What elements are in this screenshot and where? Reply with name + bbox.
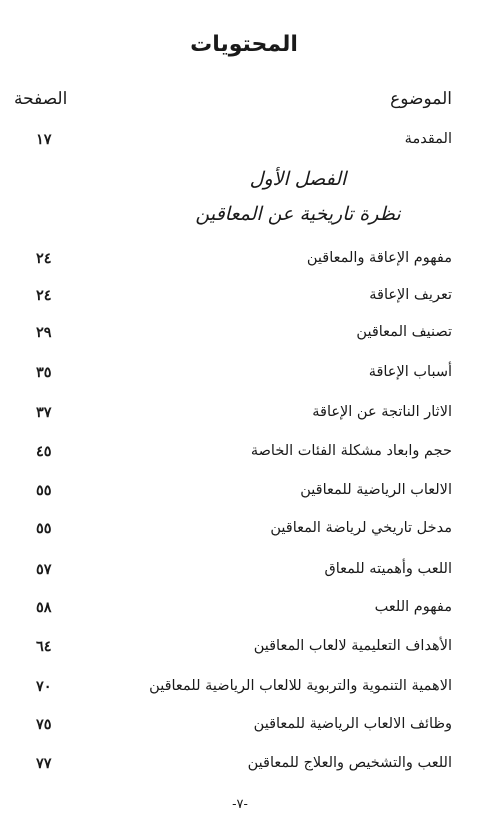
- entry-topic: الاثار الناتجة عن الإعاقة: [312, 404, 452, 420]
- toc-entry: [0, 678, 500, 704]
- page-title: المحتويات: [190, 32, 298, 57]
- page-number: -٧-: [232, 797, 248, 812]
- entry-page: ٧٧: [36, 755, 52, 772]
- entry-topic: أسباب الإعاقة: [368, 364, 452, 380]
- entry-page: ٥٧: [36, 561, 52, 578]
- entry-page: ٥٥: [36, 482, 52, 499]
- entry-topic: اللعب وأهميته للمعاق: [324, 561, 452, 577]
- toc-entry: [0, 250, 500, 276]
- entry-page: ٢٩: [36, 324, 52, 341]
- toc-entry: [0, 638, 500, 664]
- entry-page: ١٧: [36, 131, 52, 148]
- entry-topic: اللعب والتشخيص والعلاج للمعاقين: [247, 755, 452, 771]
- toc-entry: [0, 561, 500, 587]
- entry-topic: مفهوم اللعب: [374, 599, 452, 615]
- entry-topic: مفهوم الإعاقة والمعاقين: [306, 250, 452, 266]
- entry-topic: الالعاب الرياضية للمعاقين: [300, 482, 452, 498]
- toc-entry: [0, 287, 500, 313]
- toc-entry: [0, 364, 500, 390]
- toc-entry: [0, 482, 500, 508]
- entry-page: ٤٥: [36, 443, 52, 460]
- chapter-title: نظرة تاريخية عن المعاقين: [195, 203, 401, 225]
- toc-entry: [0, 716, 500, 742]
- entry-page: ٧٠: [36, 678, 52, 695]
- toc-entry: [0, 404, 500, 430]
- entry-page: ٢٤: [36, 250, 52, 267]
- toc-entry: [0, 443, 500, 469]
- toc-entry-intro: [0, 131, 500, 157]
- entry-topic: الاهمية التنموية والتربوية للالعاب الرياضية للمعاقين: [149, 678, 452, 694]
- chapter-number: الفصل الأول: [249, 168, 347, 190]
- entry-page: ٥٥: [36, 520, 52, 537]
- toc-entry: [0, 755, 500, 781]
- entry-topic: تصنيف المعاقين: [356, 324, 452, 340]
- entry-topic: مدخل تاريخي لرياضة المعاقين: [270, 520, 452, 536]
- column-header-topic: الموضوع: [390, 89, 452, 109]
- entry-topic: حجم وابعاد مشكلة الفئات الخاصة: [250, 443, 452, 459]
- entry-topic: الأهداف التعليمية لالعاب المعاقين: [253, 638, 452, 654]
- entry-page: ٧٥: [36, 716, 52, 733]
- entry-topic: المقدمة: [404, 131, 452, 147]
- entry-page: ٦٤: [36, 638, 52, 655]
- toc-entry: [0, 599, 500, 625]
- toc-entry: [0, 324, 500, 350]
- entry-page: ٢٤: [36, 287, 52, 304]
- toc-entry: [0, 520, 500, 546]
- entry-topic: وظائف الالعاب الرياضية للمعاقين: [253, 716, 452, 732]
- column-header-page: الصفحة: [14, 89, 68, 109]
- entry-topic: تعريف الإعاقة: [369, 287, 452, 303]
- entry-page: ٣٥: [36, 364, 52, 381]
- entry-page: ٥٨: [36, 599, 52, 616]
- entry-page: ٣٧: [36, 404, 52, 421]
